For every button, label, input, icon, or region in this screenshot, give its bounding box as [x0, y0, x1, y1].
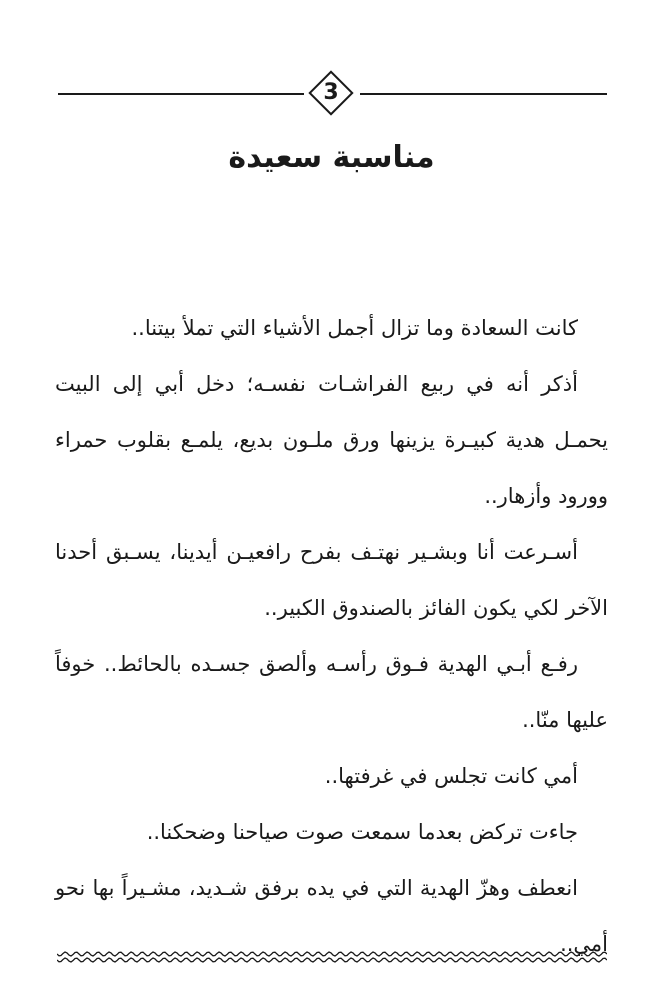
- paragraph: أمي كانت تجلس في غرفتها..: [324, 764, 578, 788]
- paragraph: جاءت تركض بعدما سمعت صوت صياحنا وضحكنا..: [146, 820, 578, 844]
- paragraph: رفـع أبـي الهدية فـوق رأسـه وألصق جسـده بالحائط.. خوفاً عليها منّا..: [55, 652, 608, 732]
- chapter-header: [0, 0, 663, 200]
- header-rule-right: [360, 93, 607, 95]
- chapter-number: 3: [323, 80, 339, 105]
- header-rule-left: [58, 93, 304, 95]
- paragraph: أسـرعت أنا وبشـير نهتـف بفرح رافعيـن أيدينا، يسـبق أحدنا الآخر لكي يكون الفائز بالصندوق الكبير..: [55, 540, 608, 620]
- chapter-title: مناسبة سعيدة: [228, 140, 435, 175]
- chapter-body: [55, 300, 608, 972]
- footer-wave-divider: [57, 950, 607, 964]
- paragraph: أذكر أنه في ربيع الفراشـات نفسـه؛ دخل أبي إلى البيت يحمـل هدية كبيـرة يزينها ورق ملـون بديع، يلمـع بقلوب حمراء وورود وأزهار..: [55, 372, 608, 508]
- chapter-number-badge: [308, 70, 354, 116]
- paragraph: كانت السعادة وما تزال أجمل الأشياء التي تملأ بيتنا..: [131, 316, 578, 340]
- paragraph: انعطف وهزّ الهدية التي في يده برفق شـديد، مشـيراً بها نحو أمي..: [55, 876, 608, 956]
